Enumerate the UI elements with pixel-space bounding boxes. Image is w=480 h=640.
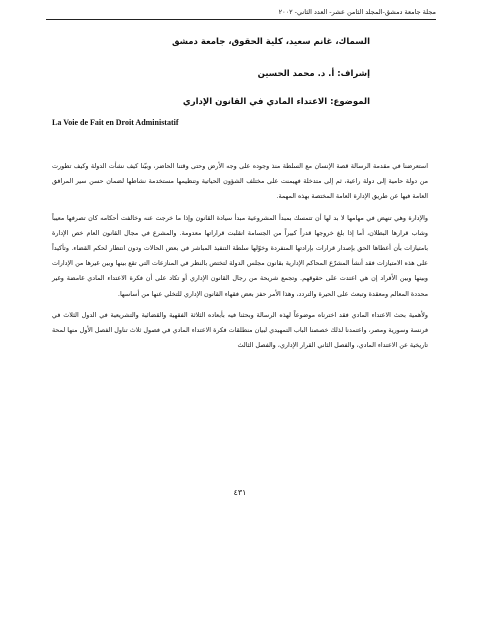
- author-line: السماك، غانم سعيد، كلية الحقوق، جامعة دمشق: [171, 37, 370, 47]
- header-rule: [46, 19, 436, 20]
- page-number: ٤٣١: [233, 488, 247, 497]
- supervisor-line: إشراف: أ. د. محمد الحسين: [257, 69, 370, 79]
- french-title: La Voie de Fait en Droit Administatif: [52, 118, 179, 127]
- paragraph-administration: والإدارة وهي تنهض في مهامها لا بد لها أن تتمسك بمبدأ المشروعية مبدأ سيادة القانون وإذا ما خرجت عنه وخالفت أحكامه كان تصرفها معيباً وشاب قرارها البطلان، أما إذا بلغ خروجها قدراً كبيراً من الجسامة انقلبت قراراتها معدومة. والمشرع في مجال القانون العام خص الإدارة بامتيازات بأن أعطاها الحق بإصدار قرارات بإرادتها المنفردة وخوّلها سلطة التنفيذ المباشر في بعض الحالات ودون انتظار لحكم القضاء. وتأكيداً على هذه الامتيازات فقد أنشأ المشرّع المحاكم الإدارية بقانون مجلس الدولة لتختص بالنظر في المنازعات التي تقع بينها وبين غيرها من الإدارات وبينها وبين الأفراد إن هي اعتدت على حقوقهم. وتجمع شريحة من رجال القانون الإداري أو تكاد على أن فكرة الاعتداء المادي غامضة وغير محددة المعالم ومعقدة وتبعث على الحيرة والتردد، وهذا الأمر حفز بعض فقهاء القانون الإداري للتخلي عنها من أساسها.: [52, 213, 428, 298]
- running-header: مجلة جامعة دمشق-المجلد الثامن عشر- العدد الثاني- ٢٠٠٢: [278, 8, 436, 16]
- paragraph-importance: ولأهمية بحث الاعتداء المادي فقد اخترناه موضوعاً لهذه الرسالة وبحثنا فيه بأبعاده الثلاثة الفقهية والقضائية والتشريعية في الدول الثلاث في فرنسة وسورية ومصر، واعتمدنا لذلك خصصنا الباب التمهيدي لبيان منطلقات فكرة الاعتداء المادي في فصول ثلاث تناول الفصل الأول منها لمحة تاريخية عن الاعتداء المادي، والفصل الثاني القرار الإداري، والفصل الثالث: [52, 310, 428, 350]
- subject-line: الموضوع: الاعتداء المادي في القانون الإداري: [182, 97, 370, 107]
- paragraph-intro: استعرضنا في مقدمة الرسالة قصة الإنسان مع السلطة منذ وجوده على وجه الأرض وحتى وقتنا الحاضر، وبيّنا كيف نشأت الدولة وكيف تطورت من دولة حامية إلى دولة راعية، ثم إلى متدخلة فهيمنت على مختلف الشؤون الحياتية وتنظيمها مستخدمة نشاطها لضمان حسن سير المرافق العامة فيها عن طريق الإدارة العامة المختصة بهذه المهمة.: [52, 162, 428, 201]
- body-text: [52, 159, 428, 359]
